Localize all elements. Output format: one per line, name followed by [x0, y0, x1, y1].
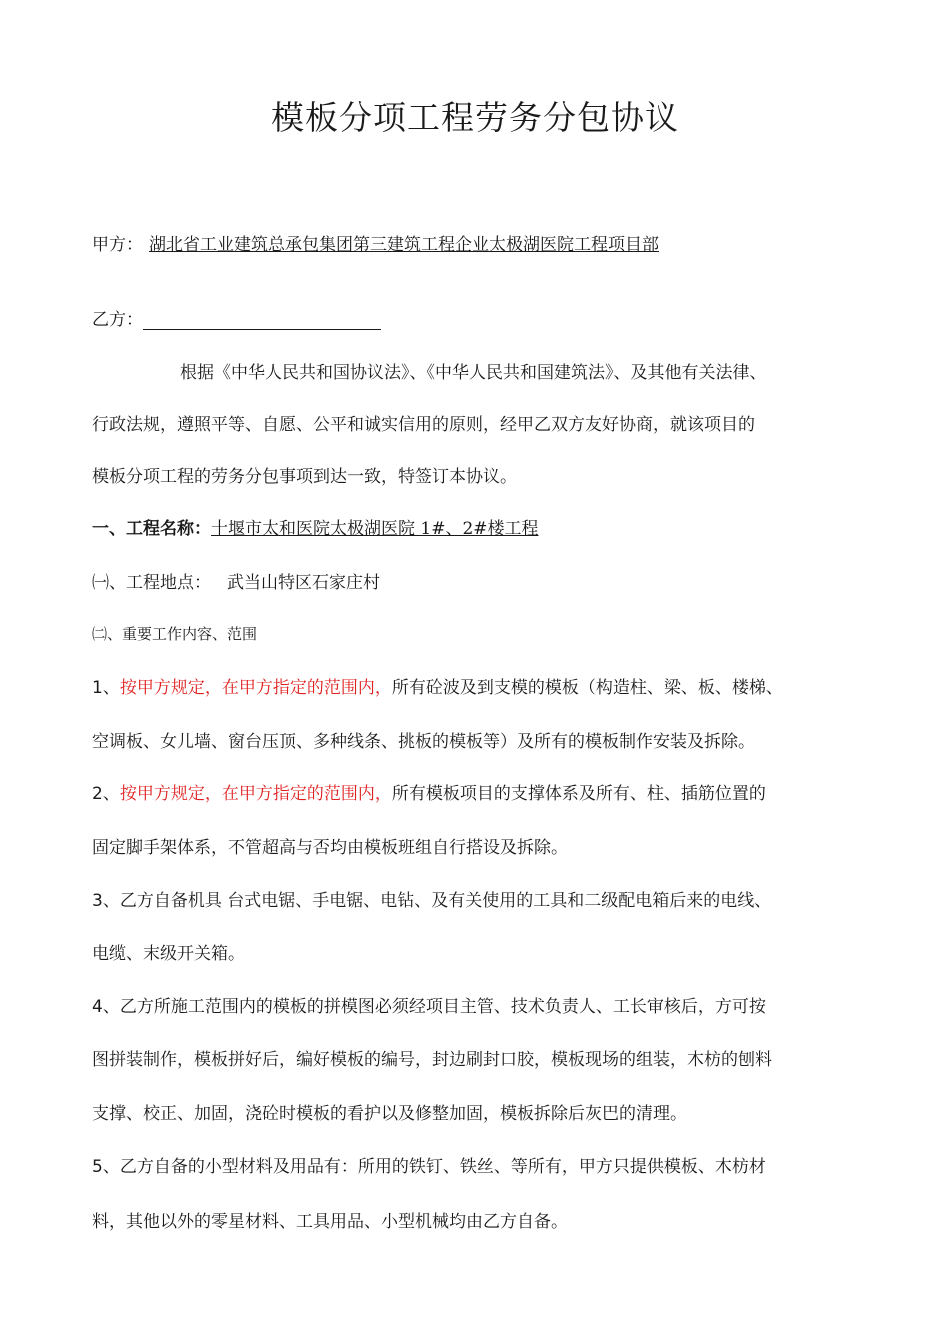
party-b-blank	[143, 311, 381, 330]
party-b-label: 乙方：	[92, 310, 143, 330]
item-2-text: 所有模板项目的支撑体系及所有、柱、插筋位置的	[391, 784, 766, 804]
item-3-line-2: 电缆、末级开关箱。	[92, 944, 245, 964]
item-2-line-2: 固定脚手架体系，不管超高与否均由模板班组自行搭设及拆除。	[92, 838, 568, 858]
preamble-line-1: 根据《中华人民共和国协议法》、《中华人民共和国建筑法》、及其他有关法律、	[180, 363, 767, 383]
party-a-name: 湖北省工业建筑总承包集团第三建筑工程企业太极湖医院工程项目部	[149, 235, 659, 255]
item-5-line-2: 料，其他以外的零星材料、工具用品、小型机械均由乙方自备。	[92, 1212, 568, 1232]
project-name-line	[92, 514, 539, 539]
document-title: 模板分项工程劳务分包协议	[271, 98, 679, 137]
item-4-number: 4、	[92, 997, 120, 1017]
item-1-line-1	[92, 673, 783, 698]
item-1-text: 所有砼波及到支模的模板（构造柱、梁、板、楼梯、	[391, 678, 783, 698]
scope-heading: ㈡、重要工作内容、范围	[92, 625, 258, 643]
item-2-line-1	[92, 779, 766, 804]
item-3-number: 3、	[92, 891, 120, 911]
location-line	[92, 568, 380, 593]
item-1-highlight: 按甲方规定，在甲方指定的范围内，	[119, 678, 392, 698]
item-5-line-1	[92, 1152, 766, 1177]
party-a-line	[92, 230, 659, 255]
item-5-text: 乙方自备的小型材料及用品有：所用的铁钉、铁丝、等所有，甲方只提供模板、木枋材	[119, 1157, 766, 1177]
item-5-number: 5、	[92, 1157, 120, 1177]
project-name-label: 工程名称：	[126, 519, 211, 539]
item-4-line-2: 图拼装制作，模板拼好后，编好模板的编号，封边刷封口胶，模板现场的组装，木枋的刨料	[92, 1050, 772, 1070]
item-1-line-2: 空调板、女儿墙、窗台压顶、多种线条、挑板的模板等）及所有的模板制作安装及拆除。	[92, 732, 755, 752]
preamble-line-3: 模板分项工程的劳务分包事项到达一致，特签订本协议。	[92, 467, 517, 487]
party-a-label: 甲方：	[92, 235, 143, 255]
item-4-text: 乙方所施工范围内的模板的拼模图必须经项目主管、技术负责人、工长审核后，方可按	[119, 997, 766, 1017]
item-4-line-3: 支撑、校正、加固，浇砼时模板的看护以及修整加固，模板拆除后灰巴的清理。	[92, 1104, 687, 1124]
location-value: 武当山特区石家庄村	[227, 573, 380, 593]
item-2-number: 2、	[92, 784, 120, 804]
preamble-line-2: 行政法规，遵照平等、自愿、公平和诚实信用的原则，经甲乙双方友好协商，就该项目的	[92, 415, 755, 435]
project-name-value: 十堰市太和医院太极湖医院 1#、2#楼工程	[211, 519, 539, 539]
party-b-line	[92, 305, 381, 330]
item-4-line-1	[92, 992, 766, 1017]
item-2-highlight: 按甲方规定，在甲方指定的范围内，	[119, 784, 392, 804]
section-prefix: 一、	[92, 519, 126, 539]
item-3-line-1	[92, 886, 771, 911]
item-3-text: 乙方自备机具 台式电锯、手电锯、电钻、及有关使用的工具和二级配电箱后来的电线、	[119, 891, 772, 911]
location-label: ㈠、工程地点：	[92, 573, 211, 593]
item-1-number: 1、	[92, 678, 120, 698]
